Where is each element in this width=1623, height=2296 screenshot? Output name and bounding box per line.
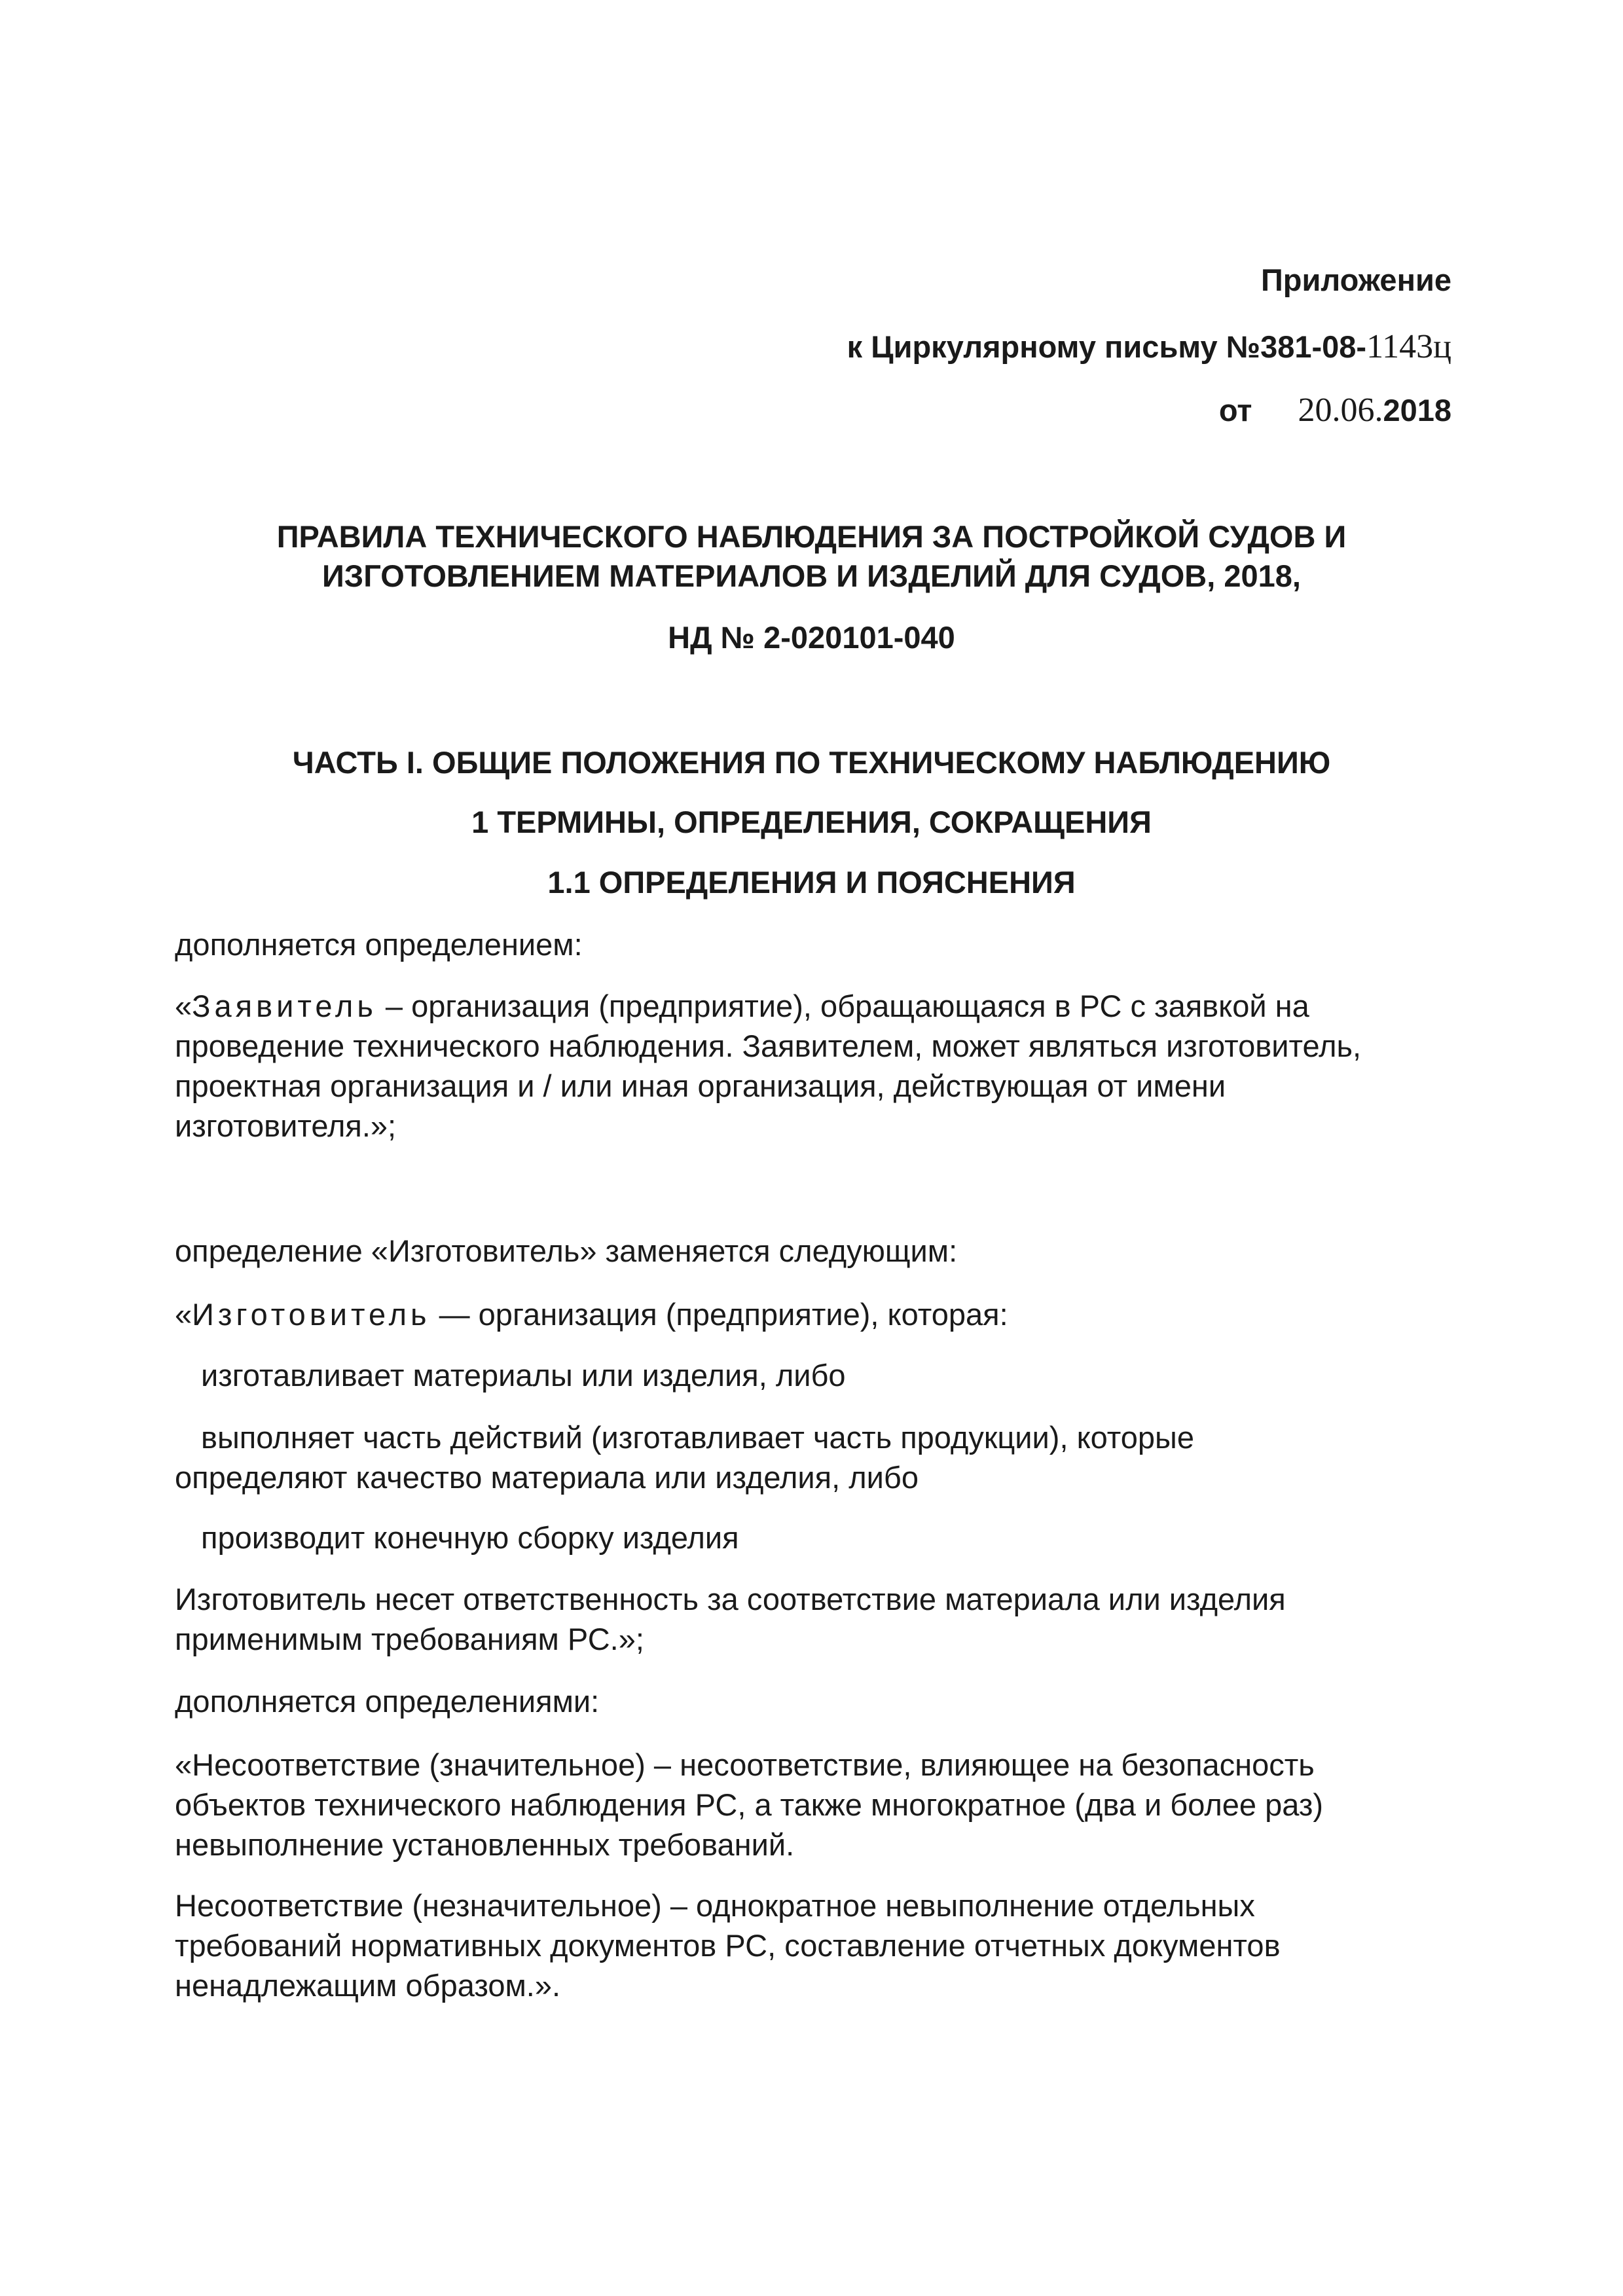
responsibility-line-1: Изготовитель несет ответственность за соответствие материала или изделия xyxy=(175,1582,1286,1616)
manufacturer-item-2 xyxy=(175,1417,1458,1497)
manufacturer-open-quote: « xyxy=(175,1297,192,1332)
manufacturer-item-3: производит конечную сборку изделия xyxy=(201,1520,739,1555)
appendix-label-text: Приложение xyxy=(1261,263,1451,297)
applicant-line-1 xyxy=(175,986,1458,1026)
applicant-line-4: изготовителя.»; xyxy=(175,1108,397,1143)
minor-nonconformity-line-2: требований нормативных документов РС, составление отчетных документов xyxy=(175,1928,1281,1963)
document-title-line-1: ПРАВИЛА ТЕХНИЧЕСКОГО НАБЛЮДЕНИЯ ЗА ПОСТРОЙКОЙ СУДОВ И xyxy=(276,519,1347,554)
circular-letter-reference xyxy=(847,327,1451,366)
paragraph-manufacturer-replaced: определение «Изготовитель» заменяется следующим: xyxy=(175,1233,958,1268)
paragraph-manufacturer-responsibility xyxy=(175,1579,1458,1659)
subsection-heading: 1.1 ОПРЕДЕЛЕНИЯ И ПОЯСНЕНИЯ xyxy=(547,865,1076,900)
applicant-open-quote: « xyxy=(175,989,192,1023)
letter-ref-prefix: к Циркулярному письму №381-08- xyxy=(847,329,1367,364)
manufacturer-item-2-line-1: выполняет часть действий (изготавливает часть продукции), которые xyxy=(201,1420,1194,1455)
major-nonconformity-line-3: невыполнение установленных требований. xyxy=(175,1827,795,1862)
letter-ref-handwritten-number: 1143ц xyxy=(1366,328,1451,365)
part-heading: ЧАСТЬ I. ОБЩИЕ ПОЛОЖЕНИЯ ПО ТЕХНИЧЕСКОМУ НАБЛЮДЕНИЮ xyxy=(292,745,1331,780)
manufacturer-term: Изготовитель xyxy=(192,1297,431,1332)
paragraph-minor-nonconformity xyxy=(175,1886,1458,2005)
paragraph-supplement-definition: дополняется определением: xyxy=(175,927,583,962)
date-handwritten: 20.06. xyxy=(1298,392,1383,429)
major-nonconformity-line-2: объектов технического наблюдения РС, а также многократное (два и более раз) xyxy=(175,1787,1324,1822)
document-number: НД № 2-020101-040 xyxy=(668,620,955,655)
manufacturer-definition-rest: — организация (предприятие), которая: xyxy=(430,1297,1008,1332)
applicant-term: Заявитель xyxy=(192,989,377,1023)
document-title-line-2: ИЗГОТОВЛЕНИЕМ МАТЕРИАЛОВ И ИЗДЕЛИЙ ДЛЯ СУДОВ, 2018, xyxy=(322,558,1301,593)
manufacturer-item-2-line-2: определяют качество материала или изделия, либо xyxy=(175,1460,919,1495)
major-nonconformity-line-1: «Несоответствие (значительное) – несоответствие, влияющее на безопасность xyxy=(175,1747,1315,1782)
applicant-line-2: проведение технического наблюдения. Заявителем, может являться изготовитель, xyxy=(175,1029,1362,1063)
date-prefix: от xyxy=(1218,393,1252,428)
applicant-line-1-rest: – организация (предприятие), обращающаяся в РС с заявкой на xyxy=(376,989,1309,1023)
letter-date xyxy=(1219,391,1451,429)
appendix-label xyxy=(1261,262,1451,298)
paragraph-supplement-definitions: дополняется определениями: xyxy=(175,1684,600,1719)
chapter-heading: 1 ТЕРМИНЫ, ОПРЕДЕЛЕНИЯ, СОКРАЩЕНИЯ xyxy=(471,805,1152,839)
minor-nonconformity-line-1: Несоответствие (незначительное) – однократное невыполнение отдельных xyxy=(175,1888,1255,1923)
manufacturer-item-1: изготавливает материалы или изделия, либо xyxy=(201,1358,846,1393)
responsibility-line-2: применимым требованиям РС.»; xyxy=(175,1622,644,1656)
minor-nonconformity-line-3: ненадлежащим образом.». xyxy=(175,1968,561,2003)
date-year: 2018 xyxy=(1383,393,1451,428)
paragraph-applicant-definition xyxy=(175,986,1458,1146)
paragraph-manufacturer-definition xyxy=(175,1294,1458,1334)
applicant-line-3: проектная организация и / или иная организация, действующая от имени xyxy=(175,1068,1226,1103)
paragraph-major-nonconformity xyxy=(175,1745,1458,1865)
